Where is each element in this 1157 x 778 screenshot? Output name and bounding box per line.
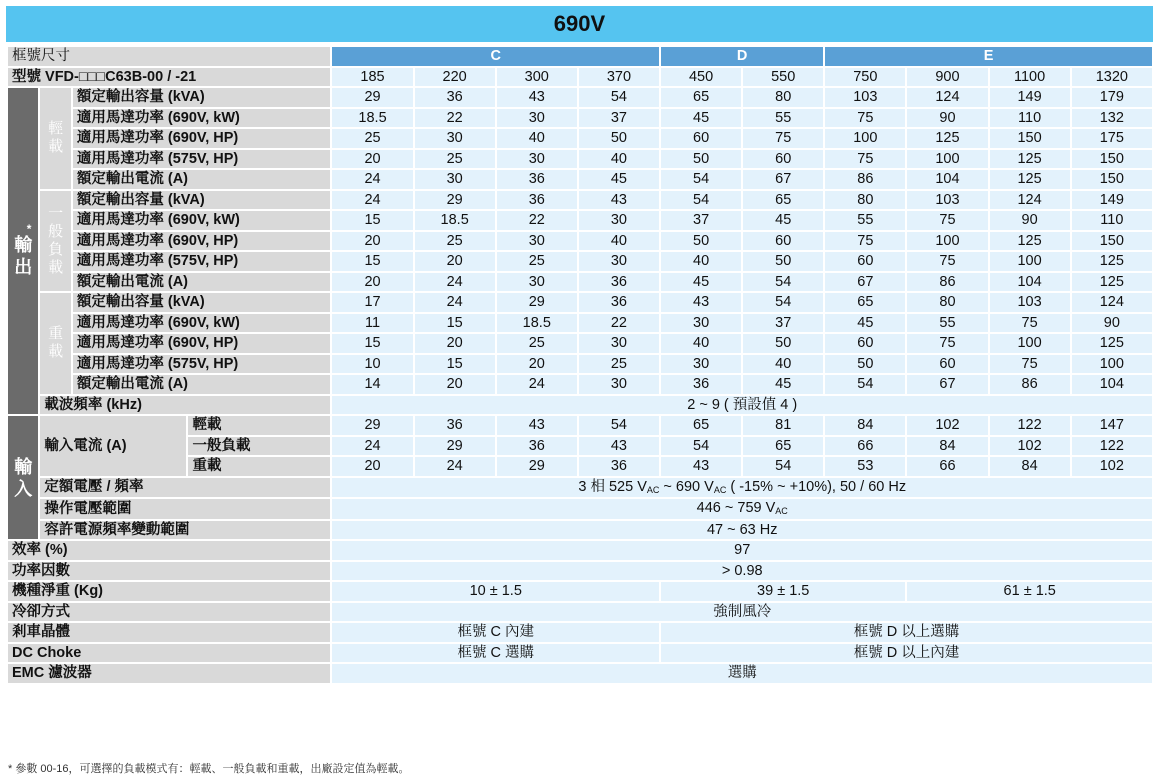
cell: 30 — [579, 211, 659, 230]
model-code: 900 — [907, 68, 987, 87]
cell: 40 — [661, 334, 741, 353]
cell: 65 — [661, 416, 741, 435]
cell: 100 — [990, 252, 1070, 271]
cell: 110 — [990, 109, 1070, 128]
cell: 30 — [415, 170, 495, 189]
cooling-value: 強制風冷 — [332, 603, 1152, 622]
cell: 80 — [907, 293, 987, 312]
cell: 75 — [825, 232, 905, 251]
heavy-row-1 — [8, 314, 1152, 333]
cell: 24 — [332, 170, 412, 189]
cell: 103 — [990, 293, 1070, 312]
cell: 86 — [907, 273, 987, 292]
ac-subscript: AC — [775, 506, 788, 516]
cell: 36 — [497, 170, 577, 189]
brake-label: 剎車晶體 — [8, 623, 330, 642]
cell: 54 — [743, 293, 823, 312]
row-label: 適用馬達功率 (690V, HP) — [73, 129, 331, 148]
cell: 43 — [579, 437, 659, 456]
row-label: 額定輸出電流 (A) — [73, 273, 331, 292]
voltage-range-label: 操作電壓範圍 — [40, 499, 330, 519]
model-code: 370 — [579, 68, 659, 87]
row-label: 適用馬達功率 (690V, kW) — [73, 314, 331, 333]
cell: 55 — [743, 109, 823, 128]
cell: 103 — [825, 88, 905, 107]
model-code: 220 — [415, 68, 495, 87]
cell: 125 — [990, 150, 1070, 169]
cell: 125 — [1072, 334, 1152, 353]
cell: 102 — [990, 437, 1070, 456]
brake-row — [8, 623, 1152, 642]
cell: 150 — [990, 129, 1070, 148]
ac-subscript: AC — [713, 484, 727, 495]
input-mode-label: 一般負載 — [188, 437, 330, 456]
cell: 84 — [907, 437, 987, 456]
heavy-row-2 — [8, 334, 1152, 353]
cell: 24 — [415, 293, 495, 312]
normal-duty-label — [40, 191, 70, 292]
input-side-text: 輸入 — [14, 456, 33, 499]
cell: 65 — [825, 293, 905, 312]
frame-label: 框號尺寸 — [8, 47, 330, 66]
rated-voltage-mid: ~ 690 V — [659, 478, 714, 495]
cell: 36 — [579, 457, 659, 476]
emc-value: 選購 — [332, 664, 1152, 683]
frame-d: D — [661, 47, 823, 66]
input-current-row-0 — [8, 416, 1152, 435]
cell: 18.5 — [415, 211, 495, 230]
row-label: 額定輸出電流 (A) — [73, 170, 331, 189]
cell: 37 — [743, 314, 823, 333]
cell: 81 — [743, 416, 823, 435]
cell: 30 — [497, 273, 577, 292]
cell: 24 — [415, 457, 495, 476]
cell: 45 — [825, 314, 905, 333]
cell: 75 — [907, 211, 987, 230]
input-mode-label: 重載 — [188, 457, 330, 476]
model-row — [8, 68, 1152, 87]
cell: 20 — [332, 273, 412, 292]
voltage-range-pre: 446 ~ 759 V — [696, 500, 776, 516]
cell: 25 — [415, 150, 495, 169]
cell: 24 — [332, 437, 412, 456]
cell: 43 — [661, 293, 741, 312]
cell: 24 — [497, 375, 577, 394]
cell: 110 — [1072, 211, 1152, 230]
frame-c: C — [332, 47, 659, 66]
cell: 55 — [825, 211, 905, 230]
row-label: 額定輸出容量 (kVA) — [73, 88, 331, 107]
normal-row-2 — [8, 232, 1152, 251]
cell: 30 — [579, 334, 659, 353]
cell: 15 — [415, 314, 495, 333]
brake-c: 框號 C 內建 — [332, 623, 659, 642]
cell: 15 — [332, 334, 412, 353]
cell: 45 — [661, 273, 741, 292]
cell: 54 — [743, 457, 823, 476]
cell: 75 — [825, 150, 905, 169]
cell: 15 — [332, 211, 412, 230]
voltage-range-row — [8, 499, 1152, 519]
cell: 37 — [579, 109, 659, 128]
cell: 30 — [661, 314, 741, 333]
power-factor-value: > 0.98 — [332, 562, 1152, 581]
cell: 149 — [990, 88, 1070, 107]
cell: 65 — [661, 88, 741, 107]
normal-row-0 — [8, 191, 1152, 210]
normal-row-3 — [8, 252, 1152, 271]
freq-range-label: 容許電源頻率變動範圍 — [40, 521, 330, 540]
cell: 50 — [743, 252, 823, 271]
cell: 90 — [1072, 314, 1152, 333]
cell: 29 — [497, 293, 577, 312]
cell: 65 — [743, 191, 823, 210]
cell: 60 — [743, 232, 823, 251]
frame-row — [8, 47, 1152, 66]
cell: 36 — [415, 88, 495, 107]
cell: 20 — [415, 252, 495, 271]
cell: 60 — [825, 252, 905, 271]
cell: 40 — [497, 129, 577, 148]
cell: 149 — [1072, 191, 1152, 210]
heavy-duty-label — [40, 293, 70, 394]
cell: 147 — [1072, 416, 1152, 435]
cell: 15 — [415, 355, 495, 374]
cell: 25 — [579, 355, 659, 374]
model-label: 型號 VFD-□□□C63B-00 / -21 — [8, 68, 330, 87]
cell: 124 — [907, 88, 987, 107]
cell: 25 — [332, 129, 412, 148]
carrier-label: 載波頻率 (kHz) — [40, 396, 330, 415]
weight-d: 39 ± 1.5 — [661, 582, 905, 601]
weight-row — [8, 582, 1152, 601]
cell: 103 — [907, 191, 987, 210]
cell: 54 — [661, 170, 741, 189]
cell: 54 — [579, 88, 659, 107]
cell: 60 — [907, 355, 987, 374]
model-code: 1320 — [1072, 68, 1152, 87]
emc-row — [8, 664, 1152, 683]
cell: 86 — [990, 375, 1070, 394]
dc-choke-de: 框號 D 以上內建 — [661, 644, 1152, 663]
heavy-row-0 — [8, 293, 1152, 312]
efficiency-value: 97 — [332, 541, 1152, 560]
efficiency-row — [8, 541, 1152, 560]
cell: 50 — [579, 129, 659, 148]
frame-e: E — [825, 47, 1152, 66]
row-label: 適用馬達功率 (690V, HP) — [73, 334, 331, 353]
cell: 30 — [661, 355, 741, 374]
weight-c: 10 ± 1.5 — [332, 582, 659, 601]
cell: 30 — [415, 129, 495, 148]
model-code: 450 — [661, 68, 741, 87]
cell: 100 — [990, 334, 1070, 353]
cell: 17 — [332, 293, 412, 312]
cell: 150 — [1072, 150, 1152, 169]
cell: 102 — [907, 416, 987, 435]
cell: 30 — [579, 375, 659, 394]
light-duty-label — [40, 88, 70, 189]
cell: 24 — [415, 273, 495, 292]
cell: 29 — [415, 437, 495, 456]
row-label: 適用馬達功率 (575V, HP) — [73, 355, 331, 374]
model-code: 300 — [497, 68, 577, 87]
model-code: 750 — [825, 68, 905, 87]
spec-table — [6, 45, 1154, 685]
cell: 25 — [497, 334, 577, 353]
cell: 20 — [497, 355, 577, 374]
cell: 53 — [825, 457, 905, 476]
cell: 60 — [743, 150, 823, 169]
row-label: 適用馬達功率 (690V, kW) — [73, 109, 331, 128]
cooling-row — [8, 603, 1152, 622]
cell: 14 — [332, 375, 412, 394]
normal-row-4 — [8, 273, 1152, 292]
cell: 124 — [1072, 293, 1152, 312]
cell: 45 — [743, 211, 823, 230]
dc-choke-c: 框號 C 選購 — [332, 644, 659, 663]
cell: 125 — [990, 170, 1070, 189]
rated-voltage-row — [8, 478, 1152, 498]
cell: 75 — [990, 355, 1070, 374]
cell: 29 — [497, 457, 577, 476]
cell: 122 — [1072, 437, 1152, 456]
cell: 84 — [990, 457, 1070, 476]
cell: 30 — [497, 109, 577, 128]
cell: 67 — [907, 375, 987, 394]
cell: 43 — [661, 457, 741, 476]
cell: 50 — [743, 334, 823, 353]
cell: 179 — [1072, 88, 1152, 107]
cell: 124 — [990, 191, 1070, 210]
cell: 30 — [497, 150, 577, 169]
cell: 40 — [579, 150, 659, 169]
cell: 30 — [579, 252, 659, 271]
cell: 22 — [579, 314, 659, 333]
cell: 36 — [579, 273, 659, 292]
cell: 75 — [907, 252, 987, 271]
cell: 18.5 — [332, 109, 412, 128]
dc-choke-label: DC Choke — [8, 644, 330, 663]
cell: 125 — [907, 129, 987, 148]
carrier-value: 2 ~ 9 ( 預設值 4 ) — [332, 396, 1152, 415]
cell: 20 — [415, 375, 495, 394]
model-code: 185 — [332, 68, 412, 87]
row-label: 適用馬達功率 (575V, HP) — [73, 252, 331, 271]
cell: 67 — [743, 170, 823, 189]
cell: 125 — [1072, 273, 1152, 292]
row-label: 額定輸出電流 (A) — [73, 375, 331, 394]
light-row-1 — [8, 109, 1152, 128]
cell: 60 — [661, 129, 741, 148]
normal-row-1 — [8, 211, 1152, 230]
cell: 125 — [1072, 252, 1152, 271]
cell: 25 — [497, 252, 577, 271]
cell: 75 — [825, 109, 905, 128]
ac-subscript: AC — [646, 484, 660, 495]
cell: 24 — [332, 191, 412, 210]
row-label: 額定輸出容量 (kVA) — [73, 293, 331, 312]
voltage-range-value — [332, 499, 1152, 519]
emc-label: EMC 濾波器 — [8, 664, 330, 683]
light-row-4 — [8, 170, 1152, 189]
cell: 104 — [907, 170, 987, 189]
cell: 54 — [661, 191, 741, 210]
cell: 104 — [990, 273, 1070, 292]
input-mode-label: 輕載 — [188, 416, 330, 435]
cell: 75 — [990, 314, 1070, 333]
cell: 67 — [825, 273, 905, 292]
cell: 80 — [825, 191, 905, 210]
cell: 36 — [415, 416, 495, 435]
cell: 45 — [743, 375, 823, 394]
rated-voltage-label: 定額電壓 / 頻率 — [40, 478, 330, 498]
cell: 90 — [990, 211, 1070, 230]
cell: 45 — [579, 170, 659, 189]
cell: 36 — [579, 293, 659, 312]
weight-label: 機種淨重 (Kg) — [8, 582, 330, 601]
cell: 29 — [332, 88, 412, 107]
cell: 45 — [661, 109, 741, 128]
cell: 36 — [497, 437, 577, 456]
cell: 54 — [743, 273, 823, 292]
output-side-label — [8, 88, 38, 414]
cell: 40 — [743, 355, 823, 374]
cell: 150 — [1072, 232, 1152, 251]
efficiency-label: 效率 (%) — [8, 541, 330, 560]
cell: 175 — [1072, 129, 1152, 148]
footnote: * 參數 00-16，可選擇的負載模式有：輕載、一般負載和重載，出廠設定值為輕載。 — [8, 763, 410, 775]
carrier-row — [8, 396, 1152, 415]
output-star: * — [26, 222, 32, 236]
output-side-text: 輸出 — [14, 235, 33, 277]
cell: 43 — [497, 88, 577, 107]
input-side-label — [8, 416, 38, 539]
row-label: 適用馬達功率 (690V, kW) — [73, 211, 331, 230]
freq-range-value: 47 ~ 63 Hz — [332, 521, 1152, 540]
model-code: 1100 — [990, 68, 1070, 87]
model-code: 550 — [743, 68, 823, 87]
light-row-0 — [8, 88, 1152, 107]
weight-e: 61 ± 1.5 — [907, 582, 1152, 601]
cell: 54 — [825, 375, 905, 394]
cell: 36 — [661, 375, 741, 394]
row-label: 適用馬達功率 (575V, HP) — [73, 150, 331, 169]
cell: 22 — [497, 211, 577, 230]
cell: 22 — [415, 109, 495, 128]
cell: 100 — [907, 232, 987, 251]
cell: 84 — [825, 416, 905, 435]
cell: 54 — [579, 416, 659, 435]
light-duty-text: 輕載 — [48, 120, 64, 156]
rated-voltage-pre: 3 相 525 V — [578, 478, 647, 495]
cell: 15 — [332, 252, 412, 271]
freq-range-row — [8, 521, 1152, 540]
cell: 40 — [661, 252, 741, 271]
row-label: 適用馬達功率 (690V, HP) — [73, 232, 331, 251]
cell: 40 — [579, 232, 659, 251]
cell: 66 — [907, 457, 987, 476]
cell: 37 — [661, 211, 741, 230]
cell: 10 — [332, 355, 412, 374]
cell: 30 — [497, 232, 577, 251]
cell: 43 — [579, 191, 659, 210]
cell: 100 — [1072, 355, 1152, 374]
cell: 20 — [332, 150, 412, 169]
cell: 132 — [1072, 109, 1152, 128]
cell: 100 — [825, 129, 905, 148]
cell: 65 — [743, 437, 823, 456]
cell: 55 — [907, 314, 987, 333]
cell: 43 — [497, 416, 577, 435]
cell: 122 — [990, 416, 1070, 435]
power-factor-row — [8, 562, 1152, 581]
cell: 60 — [825, 334, 905, 353]
brake-de: 框號 D 以上選購 — [661, 623, 1152, 642]
power-factor-label: 功率因數 — [8, 562, 330, 581]
cell: 80 — [743, 88, 823, 107]
heavy-row-3 — [8, 355, 1152, 374]
cell: 36 — [497, 191, 577, 210]
cell: 29 — [332, 416, 412, 435]
cell: 90 — [907, 109, 987, 128]
cell: 29 — [415, 191, 495, 210]
cell: 50 — [661, 232, 741, 251]
rated-voltage-value — [332, 478, 1152, 498]
cell: 104 — [1072, 375, 1152, 394]
dc-choke-row — [8, 644, 1152, 663]
cell: 75 — [743, 129, 823, 148]
normal-duty-text: 一般負載 — [48, 204, 64, 276]
page-title: 690V — [6, 6, 1153, 42]
cooling-label: 冷卻方式 — [8, 603, 330, 622]
cell: 50 — [661, 150, 741, 169]
cell: 150 — [1072, 170, 1152, 189]
cell: 20 — [415, 334, 495, 353]
light-row-3 — [8, 150, 1152, 169]
cell: 100 — [907, 150, 987, 169]
input-current-label: 輸入電流 (A) — [40, 416, 186, 476]
cell: 125 — [990, 232, 1070, 251]
cell: 75 — [907, 334, 987, 353]
cell: 11 — [332, 314, 412, 333]
cell: 25 — [415, 232, 495, 251]
cell: 20 — [332, 232, 412, 251]
light-row-2 — [8, 129, 1152, 148]
heavy-duty-text: 重載 — [48, 325, 64, 361]
cell: 86 — [825, 170, 905, 189]
rated-voltage-post: ( -15% ~ +10%), 50 / 60 Hz — [726, 478, 907, 495]
heavy-row-4 — [8, 375, 1152, 394]
cell: 66 — [825, 437, 905, 456]
row-label: 額定輸出容量 (kVA) — [73, 191, 331, 210]
cell: 54 — [661, 437, 741, 456]
cell: 20 — [332, 457, 412, 476]
cell: 102 — [1072, 457, 1152, 476]
cell: 50 — [825, 355, 905, 374]
cell: 18.5 — [497, 314, 577, 333]
